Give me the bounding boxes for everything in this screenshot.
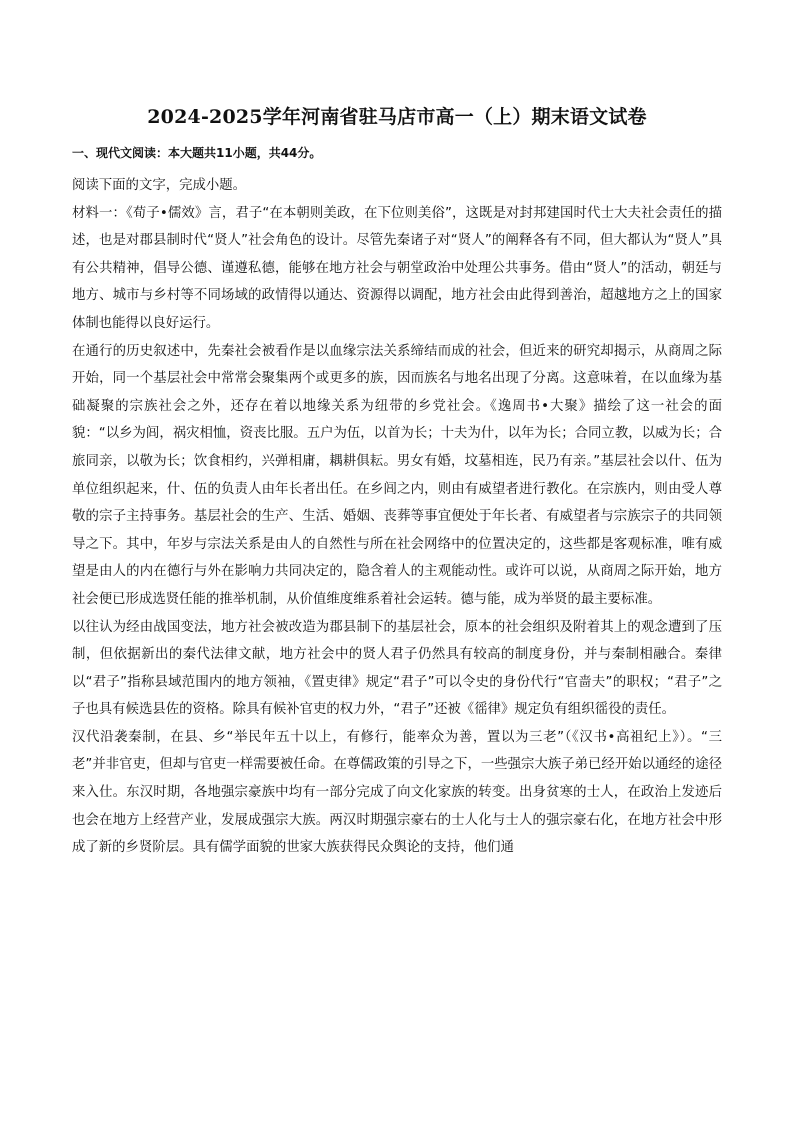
reading-passage [72, 172, 722, 862]
passage-paragraph: 以往认为经由战国变法，地方社会被改造为郡县制下的基层社会，原本的社会组织及附着其上的观念遭到了压制，但依据新出的秦代法律文献，地方社会中的贤人君子仍然具有较高的制度身份，并与秦制相融合。秦律以“君子”指称县域范围内的地方领袖，《置吏律》规定“君子”可以令史的身份代行“官啬夫”的职权；“君子”之子也具有候选县佐的资格。除具有候补官吏的权力外，“君子”还被《徭律》规定负有组织徭役的责任。 [72, 619, 722, 718]
section-heading: 一、现代文阅读：本大题共11小题，共44分。 [72, 146, 322, 160]
instruction-text: 阅读下面的文字，完成小题。 [72, 178, 247, 193]
passage-paragraph: 材料一：《荀子•儒效》言，君子“在本朝则美政，在下位则美俗”，这既是对封邦建国时代士大夫社会责任的描述，也是对郡县制时代“贤人”社会角色的设计。尽管先秦诸子对“贤人”的阐释各有不同，但大都认为“贤人”具有公共精神，倡导公德、谨遵私德，能够在地方社会与朝堂政治中处理公共事务。借由“贤人”的活动，朝廷与地方、城市与乡村等不同场域的政情得以通达、资源得以调配，地方社会由此得到善治，超越地方之上的国家体制也能得以良好运行。 [72, 205, 722, 331]
passage-paragraph: 汉代沿袭秦制，在县、乡“举民年五十以上，有修行，能率众为善，置以为三老”（《汉书•高祖纪上》）。“三老”并非官吏，但却与官吏一样需要被任命。在尊儒政策的引导之下，一些强宗大族子弟已经开始以通经的途径来入仕。东汉时期，各地强宗豪族中均有一部分完成了向文化家族的转变。出身贫寒的士人，在政治上发迹后也会在地方上经营产业，发展成强宗大族。两汉时期强宗豪右的士人化与士人的强宗豪右化，在地方社会中形成了新的乡贤阶层。具有儒学面貌的世家大族获得民众舆论的支持，他们通 [72, 729, 722, 856]
passage-paragraph: 在通行的历史叙述中，先秦社会被看作是以血缘宗法关系缔结而成的社会，但近来的研究却揭示，从商周之际开始，同一个基层社会中常常会聚集两个或更多的族，因而族名与地名出现了分离。这意味着，在以血缘为基础凝聚的宗族社会之外，还存在着以地缘关系为纽带的乡党社会。《逸周书•大聚》描绘了这一社会的面貌：“以乡为闾，祸灾相恤，资丧比服。五户为伍，以首为长；十夫为什，以年为长；合同立教，以威为长；合旅同亲，以敬为长；饮食相约，兴弹相庸，耦耕俱耘。男女有婚，坟墓相连，民乃有亲。”基层社会以什、伍为单位组织起来，什、伍的负责人由年长者出任。在乡闾之内，则由有威望者进行教化。在宗族内，则由受人尊敬的宗子主持事务。基层社会的生产、生活、婚姻、丧葬等事宜便处于年长者、有威望者与宗族宗子的共同领导之下。其中，年岁与宗法关系是由人的自然性与所在社会网络中的位置决定的，这些都是客观标准，唯有威望是由人的内在德行与外在影响力共同决定的，隐含着人的主观能动性。或许可以说，从商周之际开始，地方社会便已形成选贤任能的推举机制，从价值维度维系着社会运转。德与能，成为举贤的最主要标准。 [72, 343, 722, 607]
exam-title: 2024-2025学年河南省驻马店市高一（上）期末语文试卷 [147, 106, 647, 128]
